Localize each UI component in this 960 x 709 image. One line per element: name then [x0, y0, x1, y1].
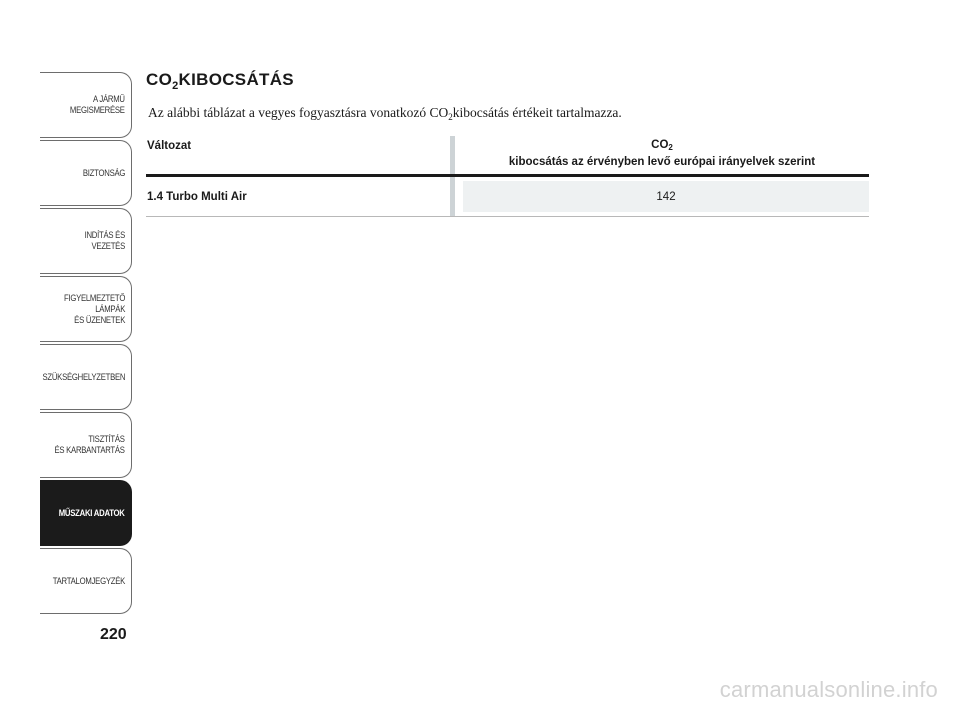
tab-technical-data[interactable] — [40, 480, 132, 546]
column-divider — [450, 177, 455, 216]
column-header-co2: $CO_2$ kibocsátás az érvényben levő európai irányelvek szerint — [508, 139, 816, 168]
tab-label: TISZTÍTÁS ÉS KARBANTARTÁS — [54, 434, 125, 455]
table-header — [146, 136, 869, 177]
variant-cell: 1.4 Turbo Multi Air — [147, 190, 247, 203]
section-title: $CO_2KIBOCSÁTÁS$ — [146, 70, 294, 92]
watermark: carmanualsonline.info — [719, 677, 938, 702]
tab-maintenance[interactable] — [40, 412, 132, 478]
tab-label: BIZTONSÁG — [82, 167, 125, 178]
page-number: 220 — [100, 626, 127, 643]
tab-label: A JÁRMŰ MEGISMERÉSE — [70, 94, 125, 115]
tab-warning-lights[interactable] — [40, 276, 132, 342]
tab-label: INDÍTÁS ÉS VEZETÉS — [84, 230, 125, 251]
table-row — [146, 177, 869, 217]
tab-vehicle-overview[interactable] — [40, 72, 132, 138]
tab-starting-driving[interactable] — [40, 208, 132, 274]
tab-label: SZÜKSÉGHELYZETBEN — [42, 371, 125, 382]
co2-table — [146, 136, 869, 217]
chapter-tabs — [40, 72, 134, 616]
tab-emergency[interactable] — [40, 344, 132, 410]
tab-label: MŰSZAKI ADATOK — [59, 507, 125, 518]
tab-label: FIGYELMEZTETŐ LÁMPÁK ÉS ÜZENETEK — [63, 292, 125, 325]
tab-label: TARTALOMJEGYZÉK — [52, 575, 125, 586]
section-intro: Az alábbi táblázat a vegyes fogyasztásra vonatkozó $CO_2kibocsátás$ értékeit tartalmazza. — [148, 105, 622, 122]
tab-index[interactable] — [40, 548, 132, 614]
tab-safety[interactable] — [40, 140, 132, 206]
column-header-variant: Változat — [147, 140, 192, 152]
main-content — [146, 70, 870, 217]
co2-value-cell: 142 — [463, 181, 869, 212]
